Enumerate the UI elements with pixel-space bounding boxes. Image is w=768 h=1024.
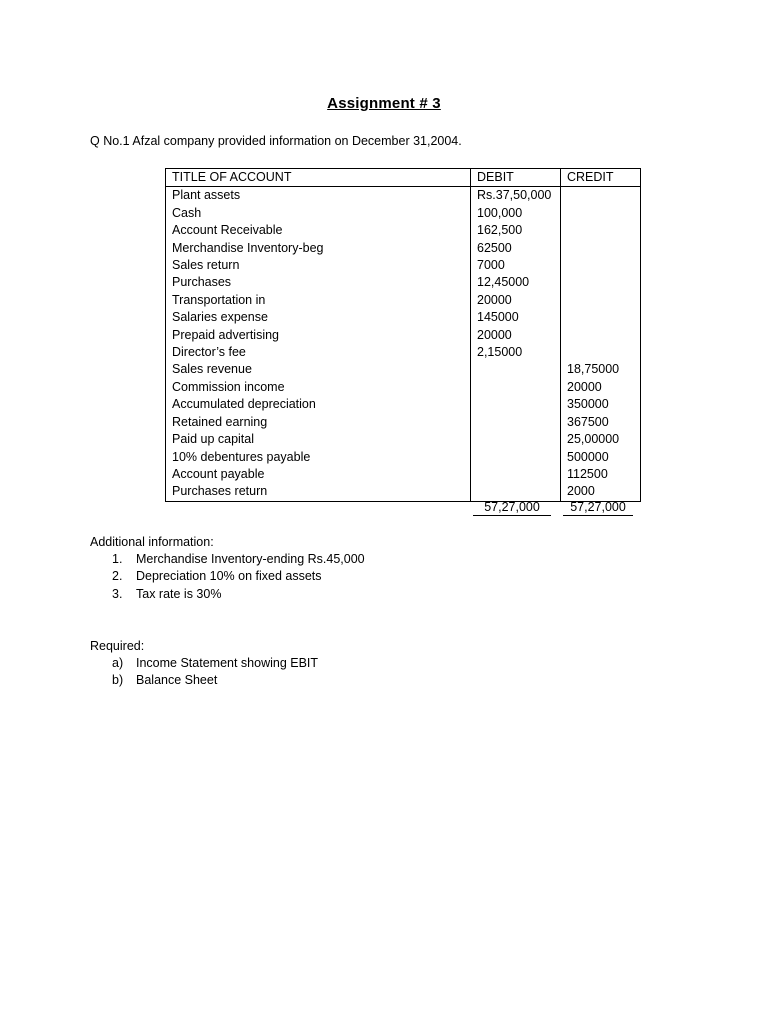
list-item-text: Tax rate is 30% <box>136 586 222 601</box>
table-row <box>166 396 641 413</box>
debit-cell <box>471 431 561 448</box>
debit-cell: Rs.37,50,000 <box>471 187 561 205</box>
table-row <box>166 187 641 205</box>
table-row <box>166 414 641 431</box>
account-title-cell: Cash <box>166 205 471 222</box>
account-title-cell: Commission income <box>166 379 471 396</box>
table-row <box>166 379 641 396</box>
credit-cell <box>561 274 641 291</box>
header-debit: DEBIT <box>471 169 561 187</box>
trial-balance-table <box>165 168 641 502</box>
required-section <box>90 637 318 690</box>
table-row <box>166 344 641 361</box>
list-item-marker: b) <box>112 673 124 688</box>
credit-cell <box>561 257 641 274</box>
credit-cell: 500000 <box>561 449 641 466</box>
question-text: Q No.1 Afzal company provided information on December 31,2004. <box>90 134 462 148</box>
account-title-cell: Retained earning <box>166 414 471 431</box>
debit-cell <box>471 379 561 396</box>
list-item <box>90 551 365 568</box>
page-title: Assignment # 3 <box>327 95 441 112</box>
table-row <box>166 466 641 483</box>
table-row <box>166 431 641 448</box>
additional-information-section <box>90 533 365 603</box>
debit-cell: 20000 <box>471 327 561 344</box>
account-title-cell: Sales return <box>166 257 471 274</box>
table-header-row <box>166 169 641 187</box>
credit-cell: 367500 <box>561 414 641 431</box>
credit-cell: 25,00000 <box>561 431 641 448</box>
credit-cell: 112500 <box>561 466 641 483</box>
credit-cell <box>561 292 641 309</box>
totals-row <box>0 500 768 520</box>
debit-cell: 7000 <box>471 257 561 274</box>
debit-cell <box>471 414 561 431</box>
table-row <box>166 205 641 222</box>
table-row <box>166 309 641 326</box>
account-title-cell: Account Receivable <box>166 222 471 239</box>
list-item-marker: 3. <box>112 586 123 601</box>
total-debit: 57,27,000 <box>473 500 551 516</box>
credit-cell: 2000 <box>561 483 641 501</box>
debit-cell <box>471 483 561 501</box>
list-item <box>90 655 318 672</box>
debit-cell <box>471 466 561 483</box>
list-item-marker: 2. <box>112 569 123 584</box>
debit-cell: 2,15000 <box>471 344 561 361</box>
additional-information-heading: Additional information: <box>90 535 214 549</box>
account-title-cell: Purchases <box>166 274 471 291</box>
table-row <box>166 257 641 274</box>
list-item <box>90 672 318 689</box>
account-title-cell: Merchandise Inventory-beg <box>166 240 471 257</box>
list-item-marker: 1. <box>112 552 123 566</box>
list-item-text: Merchandise Inventory-ending Rs.45,000 <box>136 552 365 566</box>
header-title-of-account: TITLE OF ACCOUNT <box>166 169 471 187</box>
credit-cell: 350000 <box>561 396 641 413</box>
account-title-cell: Plant assets <box>166 187 471 205</box>
debit-cell <box>471 361 561 378</box>
debit-cell: 162,500 <box>471 222 561 239</box>
table-row <box>166 449 641 466</box>
debit-cell: 20000 <box>471 292 561 309</box>
required-heading: Required: <box>90 639 145 653</box>
account-title-cell: Paid up capital <box>166 431 471 448</box>
table-row <box>166 292 641 309</box>
table-row <box>166 274 641 291</box>
account-title-cell: Director’s fee <box>166 344 471 361</box>
debit-cell <box>471 396 561 413</box>
account-title-cell: Sales revenue <box>166 361 471 378</box>
list-item-marker: a) <box>112 656 124 670</box>
account-title-cell: Account payable <box>166 466 471 483</box>
table-row <box>166 240 641 257</box>
table-row <box>166 361 641 378</box>
additional-information-list <box>90 551 365 603</box>
table-row <box>166 483 641 501</box>
list-item <box>90 568 365 585</box>
list-item <box>90 586 365 603</box>
required-list <box>90 655 318 690</box>
list-item-text: Depreciation 10% on fixed assets <box>136 569 322 584</box>
table-row <box>166 327 641 344</box>
debit-cell: 100,000 <box>471 205 561 222</box>
header-credit: CREDIT <box>561 169 641 187</box>
debit-cell: 62500 <box>471 240 561 257</box>
credit-cell <box>561 309 641 326</box>
debit-cell: 12,45000 <box>471 274 561 291</box>
table-row <box>166 222 641 239</box>
debit-cell <box>471 449 561 466</box>
credit-cell <box>561 205 641 222</box>
list-item-text: Balance Sheet <box>136 673 218 688</box>
account-title-cell: Salaries expense <box>166 309 471 326</box>
credit-cell <box>561 187 641 205</box>
credit-cell: 18,75000 <box>561 361 641 378</box>
account-title-cell: Accumulated depreciation <box>166 396 471 413</box>
account-title-cell: Transportation in <box>166 292 471 309</box>
credit-cell <box>561 344 641 361</box>
total-credit: 57,27,000 <box>563 500 633 516</box>
credit-cell: 20000 <box>561 379 641 396</box>
credit-cell <box>561 240 641 257</box>
credit-cell <box>561 327 641 344</box>
list-item-text: Income Statement showing EBIT <box>136 656 319 670</box>
debit-cell: 145000 <box>471 309 561 326</box>
account-title-cell: 10% debentures payable <box>166 449 471 466</box>
account-title-cell: Purchases return <box>166 483 471 501</box>
account-title-cell: Prepaid advertising <box>166 327 471 344</box>
credit-cell <box>561 222 641 239</box>
